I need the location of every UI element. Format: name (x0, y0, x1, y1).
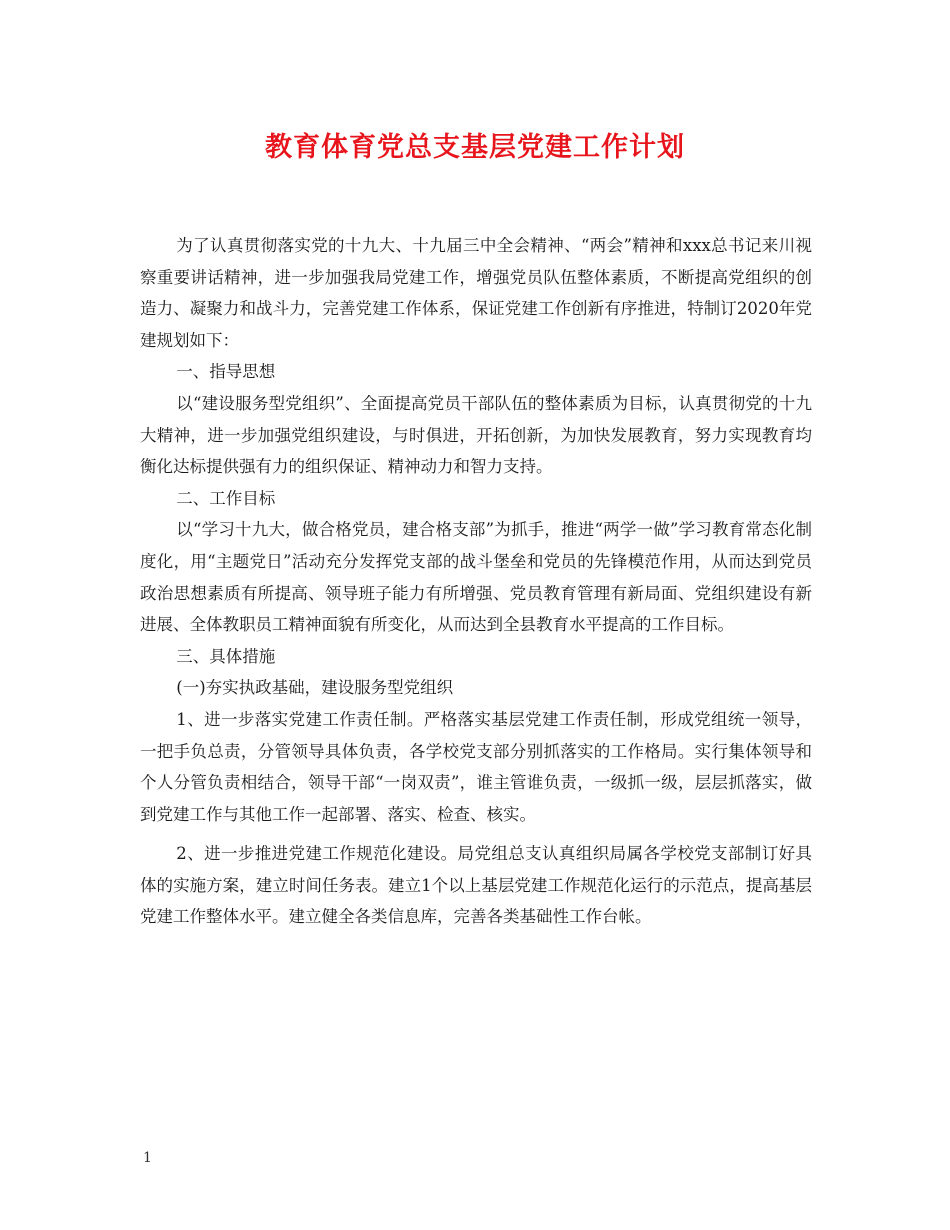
section-heading-specific-measures: 三、具体措施 (176, 646, 276, 666)
document-title: 教育体育党总支基层党建工作计划 (265, 132, 685, 163)
subsection-heading-1: (一)夯实执政基础，建设服务型党组织 (176, 678, 454, 698)
work-goals-paragraph: 以“学习十九大，做合格党员，建合格支部”为抓手，推进“两学一做”学习教育常态化制度化，用“主题党日”活动充分发挥党支部的战斗堡垒和党员的先锋模范作用，从而达到党员政治思想素质有所提高、领导班子能力有所增强、党员教育管理有新局面、党组织建设有新进展、全体教职员工精神面貌有所变化，从而达到全县教育水平提高的工作目标。 (140, 520, 812, 635)
intro-paragraph: 为了认真贯彻落实党的十九大、十九届三中全会精神、“两会”精神和xxx总书记来川视察重要讲话精神，进一步加强我局党建工作，增强党员队伍整体素质，不断提高党组织的创造力、凝聚力和战斗力，完善党建工作体系，保证党建工作创新有序推进，特制订2020年党建规划如下： (140, 236, 812, 350)
measure-item-2: 2、进一步推进党建工作规范化建设。局党组总支认真组织局属各学校党支部制订好具体的实施方案，建立时间任务表。建立1个以上基层党建工作规范化运行的示范点，提高基层党建工作整体水平。建立健全各类信息库，完善各类基础性工作台帐。 (140, 844, 812, 927)
section-heading-guiding-ideology: 一、指导思想 (176, 362, 276, 382)
section-heading-work-goals: 二、工作目标 (176, 488, 276, 508)
page-number: 1 (143, 1150, 152, 1166)
measure-item-1: 1、进一步落实党建工作责任制。严格落实基层党建工作责任制，形成党组统一领导，一把手负总责，分管领导具体负责，各学校党支部分别抓落实的工作格局。实行集体领导和个人分管负责相结合，领导干部“一岗双责”，谁主管谁负责，一级抓一级，层层抓落实，做到党建工作与其他工作一起部署、落实、检查、核实。 (140, 709, 812, 824)
guiding-ideology-paragraph: 以“建设服务型党组织”、全面提高党员干部队伍的整体素质为目标，认真贯彻党的十九大精神，进一步加强党组织建设，与时俱进，开拓创新，为加快发展教育，努力实现教育均衡化达标提供强有力的组织保证、精神动力和智力支持。 (140, 393, 812, 477)
document-body (140, 230, 812, 933)
